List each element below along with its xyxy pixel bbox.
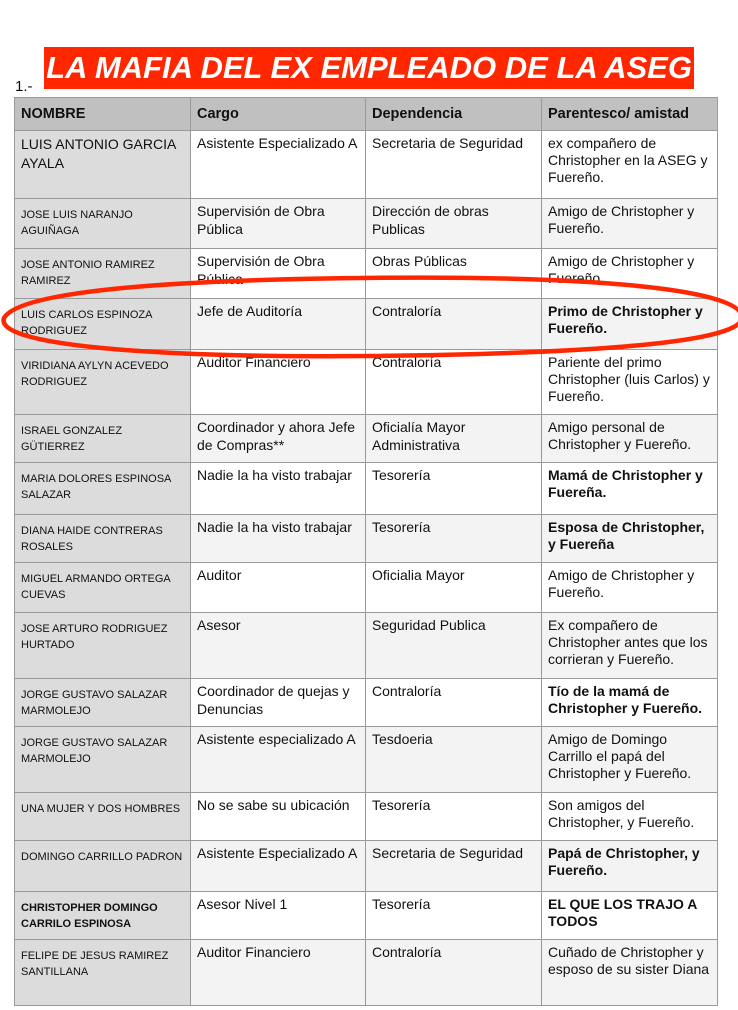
cell-dependencia: Contraloría [366, 299, 542, 350]
table-row [15, 350, 718, 415]
cell-cargo: Asistente Especializado A [191, 131, 366, 199]
cell-parentesco: Ex compañero de Christopher antes que los corrieran y Fuereño. [542, 613, 718, 679]
cell-nombre: DIANA HAIDE CONTRERAS ROSALES [15, 515, 191, 563]
cell-parentesco: Amigo personal de Christopher y Fuereño. [542, 415, 718, 463]
table-row-highlighted [15, 299, 718, 350]
cell-nombre: LUIS ANTONIO GARCIA AYALA [15, 131, 191, 199]
cell-nombre: ISRAEL GONZALEZ GÜTIERREZ [15, 415, 191, 463]
table-row [15, 249, 718, 299]
cell-nombre: VIRIDIANA AYLYN ACEVEDO RODRIGUEZ [15, 350, 191, 415]
cell-cargo: Nadie la ha visto trabajar [191, 463, 366, 515]
table-header-row [15, 98, 718, 131]
cell-parentesco: Amigo de Christopher y Fuereño. [542, 199, 718, 249]
cell-parentesco: Amigo de Christopher y Fuereño. [542, 249, 718, 299]
item-number: 1.- [15, 78, 33, 95]
cell-nombre: JORGE GUSTAVO SALAZAR MARMOLEJO [15, 727, 191, 793]
cell-nombre: FELIPE DE JESUS RAMIREZ SANTILLANA [15, 940, 191, 1006]
table-row [15, 415, 718, 463]
cell-parentesco: Tío de la mamá de Christopher y Fuereño. [542, 679, 718, 727]
header-dependencia: Dependencia [366, 98, 542, 131]
cell-parentesco: EL QUE LOS TRAJO A TODOS [542, 892, 718, 940]
cell-parentesco: Amigo de Domingo Carrillo el papá del Christopher y Fuereño. [542, 727, 718, 793]
cell-cargo: Supervisión de Obra Pública [191, 249, 366, 299]
table-row [15, 793, 718, 841]
cell-parentesco: Primo de Christopher y Fuereño. [542, 299, 718, 350]
cell-nombre: UNA MUJER Y DOS HOMBRES [15, 793, 191, 841]
cell-nombre: MIGUEL ARMANDO ORTEGA CUEVAS [15, 563, 191, 613]
cell-parentesco: Amigo de Christopher y Fuereño. [542, 563, 718, 613]
cell-dependencia: Contraloría [366, 940, 542, 1006]
cell-nombre: CHRISTOPHER DOMINGO CARRILO ESPINOSA [15, 892, 191, 940]
cell-cargo: Asistente especializado A [191, 727, 366, 793]
cell-parentesco: ex compañero de Christopher en la ASEG y Fuereño. [542, 131, 718, 199]
header-parentesco: Parentesco/ amistad [542, 98, 718, 131]
table-row [15, 727, 718, 793]
cell-dependencia: Oficialía Mayor Administrativa [366, 415, 542, 463]
table-row [15, 199, 718, 249]
cell-dependencia: Tesorería [366, 892, 542, 940]
table-row [15, 892, 718, 940]
cell-dependencia: Secretaria de Seguridad [366, 131, 542, 199]
cell-parentesco: Esposa de Christopher, y Fuereña [542, 515, 718, 563]
cell-cargo: No se sabe su ubicación [191, 793, 366, 841]
cell-dependencia: Oficialia Mayor [366, 563, 542, 613]
table-row [15, 463, 718, 515]
cell-dependencia: Tesdoeria [366, 727, 542, 793]
table-row [15, 940, 718, 1006]
cell-dependencia: Seguridad Publica [366, 613, 542, 679]
cell-cargo: Coordinador de quejas y Denuncias [191, 679, 366, 727]
table-row [15, 841, 718, 892]
cell-nombre: JORGE GUSTAVO SALAZAR MARMOLEJO [15, 679, 191, 727]
cell-parentesco: Pariente del primo Christopher (luis Carlos) y Fuereño. [542, 350, 718, 415]
cell-parentesco: Cuñado de Christopher y esposo de su sister Diana [542, 940, 718, 1006]
cell-dependencia: Secretaria de Seguridad [366, 841, 542, 892]
cell-dependencia: Tesorería [366, 793, 542, 841]
cell-parentesco: Mamá de Christopher y Fuereña. [542, 463, 718, 515]
cell-cargo: Asistente Especializado A [191, 841, 366, 892]
cell-parentesco: Son amigos del Christopher, y Fuereño. [542, 793, 718, 841]
cell-nombre: DOMINGO CARRILLO PADRON [15, 841, 191, 892]
header-cargo: Cargo [191, 98, 366, 131]
cell-dependencia: Contraloría [366, 350, 542, 415]
cell-cargo: Auditor Financiero [191, 350, 366, 415]
cell-cargo: Coordinador y ahora Jefe de Compras** [191, 415, 366, 463]
cell-nombre: JOSE ANTONIO RAMIREZ RAMIREZ [15, 249, 191, 299]
table-row [15, 515, 718, 563]
cell-cargo: Auditor [191, 563, 366, 613]
cell-cargo: Auditor Financiero [191, 940, 366, 1006]
cell-cargo: Asesor [191, 613, 366, 679]
cell-nombre: JOSE ARTURO RODRIGUEZ HURTADO [15, 613, 191, 679]
header-nombre: NOMBRE [15, 98, 191, 131]
cell-cargo: Nadie la ha visto trabajar [191, 515, 366, 563]
cell-cargo: Jefe de Auditoría [191, 299, 366, 350]
cell-parentesco: Papá de Christopher, y Fuereño. [542, 841, 718, 892]
cell-dependencia: Tesorería [366, 463, 542, 515]
cell-nombre: MARIA DOLORES ESPINOSA SALAZAR [15, 463, 191, 515]
employee-table [14, 97, 718, 1006]
table-row [15, 679, 718, 727]
cell-dependencia: Contraloría [366, 679, 542, 727]
table-row [15, 613, 718, 679]
cell-dependencia: Obras Públicas [366, 249, 542, 299]
cell-nombre: LUIS CARLOS ESPINOZA RODRIGUEZ [15, 299, 191, 350]
table-row [15, 563, 718, 613]
table-row [15, 131, 718, 199]
cell-nombre: JOSE LUIS NARANJO AGUIÑAGA [15, 199, 191, 249]
cell-cargo: Supervisión de Obra Pública [191, 199, 366, 249]
cell-dependencia: Dirección de obras Publicas [366, 199, 542, 249]
document-title: LA MAFIA DEL EX EMPLEADO DE LA ASEG [44, 47, 694, 89]
cell-cargo: Asesor Nivel 1 [191, 892, 366, 940]
cell-dependencia: Tesorería [366, 515, 542, 563]
